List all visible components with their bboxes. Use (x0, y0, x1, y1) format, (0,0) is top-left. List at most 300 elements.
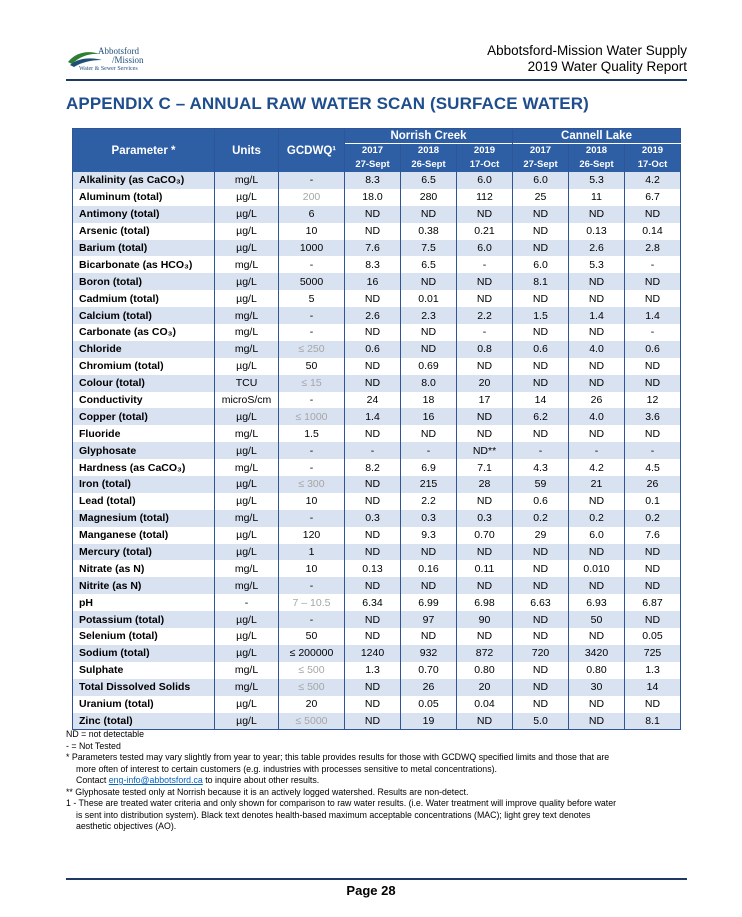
value-cell: ND (345, 290, 401, 307)
value-cell: 2.6 (569, 240, 625, 257)
value-cell: 7.6 (345, 240, 401, 257)
gcdwq-cell: 1 (279, 544, 345, 561)
header-year-1: 2018 (401, 144, 457, 159)
note-treated-line-1: 1 - These are treated water criteria and only shown for comparison to raw water results. (i.e. Water treatment will improve quality before water (66, 798, 617, 808)
value-cell: 8.3 (345, 256, 401, 273)
note-contact-post: to inquire about other results. (202, 775, 320, 785)
gcdwq-cell: - (279, 172, 345, 189)
units-cell: mg/L (215, 172, 279, 189)
parameter-cell: Iron (total) (73, 476, 215, 493)
parameter-cell: Magnesium (total) (73, 510, 215, 527)
page-number: Page 28 (346, 883, 396, 898)
value-cell: ND (457, 493, 513, 510)
parameter-cell: Uranium (total) (73, 696, 215, 713)
value-cell: ND (345, 324, 401, 341)
units-cell: µg/L (215, 240, 279, 257)
value-cell: 7.1 (457, 459, 513, 476)
header-gcdwq: GCDWQ¹ (279, 129, 345, 173)
value-cell: 2.3 (401, 307, 457, 324)
value-cell: 4.2 (569, 459, 625, 476)
value-cell: ND (569, 713, 625, 730)
value-cell: - (513, 442, 569, 459)
value-cell: 0.1 (625, 493, 681, 510)
table-row (73, 273, 681, 290)
value-cell: 4.0 (569, 341, 625, 358)
parameter-cell: Boron (total) (73, 273, 215, 290)
parameter-cell: Zinc (total) (73, 713, 215, 730)
parameter-cell: Barium (total) (73, 240, 215, 257)
units-cell: mg/L (215, 577, 279, 594)
value-cell: 18 (401, 392, 457, 409)
value-cell: ND (457, 408, 513, 425)
value-cell: ND (569, 628, 625, 645)
value-cell: ND (345, 425, 401, 442)
table-row (73, 696, 681, 713)
value-cell: ND (345, 544, 401, 561)
value-cell: ND (457, 273, 513, 290)
value-cell: 50 (569, 611, 625, 628)
units-cell: microS/cm (215, 392, 279, 409)
parameter-cell: Chromium (total) (73, 358, 215, 375)
value-cell: 0.13 (569, 223, 625, 240)
parameter-cell: Calcium (total) (73, 307, 215, 324)
gcdwq-cell: 50 (279, 628, 345, 645)
value-cell: ND (625, 611, 681, 628)
units-cell: µg/L (215, 223, 279, 240)
gcdwq-cell: 7 – 10.5 (279, 594, 345, 611)
value-cell: - (569, 442, 625, 459)
parameter-cell: Bicarbonate (as HCO₃) (73, 256, 215, 273)
value-cell: 2.2 (401, 493, 457, 510)
value-cell: ND (345, 206, 401, 223)
table-row (73, 392, 681, 409)
value-cell: - (457, 256, 513, 273)
value-cell: 1240 (345, 645, 401, 662)
value-cell: ND (401, 544, 457, 561)
value-cell: 24 (345, 392, 401, 409)
value-cell: 0.11 (457, 560, 513, 577)
value-cell: 9.3 (401, 527, 457, 544)
value-cell: 0.38 (401, 223, 457, 240)
table-row (73, 375, 681, 392)
parameter-cell: Aluminum (total) (73, 189, 215, 206)
header-parameter: Parameter * (73, 129, 215, 173)
gcdwq-cell: 10 (279, 223, 345, 240)
value-cell: 16 (345, 273, 401, 290)
value-cell: ND (345, 375, 401, 392)
gcdwq-cell: 5 (279, 290, 345, 307)
value-cell: 6.2 (513, 408, 569, 425)
parameter-cell: Total Dissolved Solids (73, 679, 215, 696)
table-row (73, 442, 681, 459)
value-cell: - (401, 442, 457, 459)
units-cell: µg/L (215, 290, 279, 307)
value-cell: 112 (457, 189, 513, 206)
value-cell: 0.05 (401, 696, 457, 713)
parameter-cell: Conductivity (73, 392, 215, 409)
value-cell: 19 (401, 713, 457, 730)
parameter-cell: Glyphosate (73, 442, 215, 459)
value-cell: 720 (513, 645, 569, 662)
raw-water-scan-table (72, 128, 681, 730)
note-contact (66, 775, 696, 787)
units-cell: mg/L (215, 679, 279, 696)
value-cell: 0.6 (513, 341, 569, 358)
parameter-cell: Manganese (total) (73, 527, 215, 544)
note-treated-line-2: is sent into distribution system). Black text denotes health-based maximum acceptable concentrations (MAC); light grey text denotes (76, 809, 591, 820)
value-cell: 8.0 (401, 375, 457, 392)
value-cell: ND (569, 206, 625, 223)
value-cell: 6.98 (457, 594, 513, 611)
table-row (73, 189, 681, 206)
gcdwq-cell: ≤ 500 (279, 662, 345, 679)
header-date-0: 27-Sept (345, 158, 401, 172)
parameter-cell: Antimony (total) (73, 206, 215, 223)
units-cell: µg/L (215, 645, 279, 662)
note-contact-pre: Contact (76, 775, 109, 785)
table-row (73, 290, 681, 307)
value-cell: 8.1 (513, 273, 569, 290)
page-title: APPENDIX C – ANNUAL RAW WATER SCAN (SURFACE WATER) (66, 94, 589, 113)
logo-line-2: /Mission (112, 55, 144, 65)
value-cell: ND (401, 206, 457, 223)
table-row (73, 341, 681, 358)
value-cell: ND (513, 425, 569, 442)
value-cell: 6.5 (401, 172, 457, 189)
value-cell: 6.87 (625, 594, 681, 611)
value-cell: ND (401, 577, 457, 594)
note-nd: ND = not detectable (66, 729, 144, 739)
table-row (73, 324, 681, 341)
table-row (73, 476, 681, 493)
value-cell: ND (401, 324, 457, 341)
value-cell: - (625, 256, 681, 273)
parameter-cell: Copper (total) (73, 408, 215, 425)
value-cell: ND** (457, 442, 513, 459)
value-cell: ND (569, 696, 625, 713)
value-cell: ND (569, 375, 625, 392)
value-cell: - (625, 324, 681, 341)
value-cell: ND (345, 223, 401, 240)
value-cell: ND (457, 577, 513, 594)
value-cell: 2.8 (625, 240, 681, 257)
units-cell: mg/L (215, 324, 279, 341)
value-cell: ND (625, 290, 681, 307)
table-row (73, 577, 681, 594)
value-cell: 6.93 (569, 594, 625, 611)
parameter-cell: Arsenic (total) (73, 223, 215, 240)
value-cell: 0.04 (457, 696, 513, 713)
value-cell: 0.01 (401, 290, 457, 307)
value-cell: 5.3 (569, 256, 625, 273)
parameter-cell: Alkalinity (as CaCO₃) (73, 172, 215, 189)
value-cell: 12 (625, 392, 681, 409)
value-cell: 6.0 (513, 172, 569, 189)
parameter-cell: Colour (total) (73, 375, 215, 392)
table-row (73, 662, 681, 679)
value-cell: ND (513, 696, 569, 713)
header-date-4: 26-Sept (569, 158, 625, 172)
value-cell: 872 (457, 645, 513, 662)
value-cell: 2.2 (457, 307, 513, 324)
value-cell: ND (457, 358, 513, 375)
header-year-3: 2017 (513, 144, 569, 159)
value-cell: ND (513, 611, 569, 628)
value-cell: 280 (401, 189, 457, 206)
value-cell: 4.2 (625, 172, 681, 189)
value-cell: 21 (569, 476, 625, 493)
gcdwq-cell: ≤ 500 (279, 679, 345, 696)
gcdwq-cell: 10 (279, 493, 345, 510)
value-cell: 725 (625, 645, 681, 662)
table-row (73, 459, 681, 476)
value-cell: ND (569, 273, 625, 290)
table-row (73, 206, 681, 223)
units-cell: µg/L (215, 442, 279, 459)
units-cell: µg/L (215, 544, 279, 561)
parameter-cell: pH (73, 594, 215, 611)
report-header (487, 43, 687, 75)
value-cell: 1.5 (513, 307, 569, 324)
value-cell: ND (345, 696, 401, 713)
header-date-3: 27-Sept (513, 158, 569, 172)
logo-line-1: Abbotsford (98, 46, 139, 56)
value-cell: ND (569, 544, 625, 561)
gcdwq-cell: 20 (279, 696, 345, 713)
table-row (73, 240, 681, 257)
units-cell: mg/L (215, 662, 279, 679)
parameter-cell: Chloride (73, 341, 215, 358)
table-row (73, 493, 681, 510)
value-cell: 215 (401, 476, 457, 493)
value-cell: ND (345, 577, 401, 594)
units-cell: mg/L (215, 307, 279, 324)
table-row (73, 544, 681, 561)
parameter-cell: Sulphate (73, 662, 215, 679)
gcdwq-cell: - (279, 256, 345, 273)
table-row (73, 172, 681, 189)
value-cell: 26 (569, 392, 625, 409)
value-cell: 4.5 (625, 459, 681, 476)
value-cell: 25 (513, 189, 569, 206)
value-cell: ND (513, 544, 569, 561)
gcdwq-cell: ≤ 1000 (279, 408, 345, 425)
gcdwq-cell: 1000 (279, 240, 345, 257)
table-row (73, 510, 681, 527)
value-cell: ND (513, 240, 569, 257)
parameter-cell: Cadmium (total) (73, 290, 215, 307)
value-cell: 0.70 (401, 662, 457, 679)
value-cell: ND (569, 358, 625, 375)
note-not-tested: - = Not Tested (66, 740, 121, 751)
value-cell: 932 (401, 645, 457, 662)
header-year-2: 2019 (457, 144, 513, 159)
value-cell: 0.69 (401, 358, 457, 375)
header-year-0: 2017 (345, 144, 401, 159)
value-cell: 0.21 (457, 223, 513, 240)
value-cell: ND (625, 560, 681, 577)
units-cell: mg/L (215, 459, 279, 476)
value-cell: ND (625, 358, 681, 375)
value-cell: 0.05 (625, 628, 681, 645)
table-row (73, 628, 681, 645)
gcdwq-cell: - (279, 307, 345, 324)
table-row (73, 223, 681, 240)
units-cell: µg/L (215, 358, 279, 375)
gcdwq-cell: ≤ 15 (279, 375, 345, 392)
table-row (73, 425, 681, 442)
header-date-5: 17-Oct (625, 158, 681, 172)
logo-line-3: Water & Sewer Services (79, 66, 138, 72)
header-date-2: 17-Oct (457, 158, 513, 172)
value-cell: ND (513, 560, 569, 577)
value-cell: 14 (625, 679, 681, 696)
units-cell: µg/L (215, 527, 279, 544)
value-cell: 14 (513, 392, 569, 409)
value-cell: 0.13 (345, 560, 401, 577)
value-cell: ND (345, 493, 401, 510)
value-cell: ND (457, 713, 513, 730)
units-cell: mg/L (215, 341, 279, 358)
value-cell: ND (457, 206, 513, 223)
value-cell: ND (345, 679, 401, 696)
value-cell: 0.3 (457, 510, 513, 527)
value-cell: 6.5 (401, 256, 457, 273)
value-cell: ND (625, 375, 681, 392)
parameter-cell: Fluoride (73, 425, 215, 442)
value-cell: ND (401, 273, 457, 290)
value-cell: 30 (569, 679, 625, 696)
header-year-5: 2019 (625, 144, 681, 159)
gcdwq-cell: 6 (279, 206, 345, 223)
value-cell: 6.99 (401, 594, 457, 611)
value-cell: ND (457, 628, 513, 645)
gcdwq-cell: - (279, 611, 345, 628)
value-cell: ND (345, 476, 401, 493)
value-cell: 20 (457, 679, 513, 696)
gcdwq-cell: - (279, 459, 345, 476)
value-cell: 0.70 (457, 527, 513, 544)
header-units: Units (215, 129, 279, 173)
gcdwq-cell: 50 (279, 358, 345, 375)
value-cell: ND (401, 341, 457, 358)
parameter-cell: Nitrate (as N) (73, 560, 215, 577)
value-cell: ND (345, 611, 401, 628)
gcdwq-cell: ≤ 250 (279, 341, 345, 358)
table-row (73, 594, 681, 611)
value-cell: 6.9 (401, 459, 457, 476)
value-cell: 6.7 (625, 189, 681, 206)
value-cell: ND (513, 358, 569, 375)
value-cell: ND (513, 223, 569, 240)
value-cell: 26 (401, 679, 457, 696)
gcdwq-cell: - (279, 324, 345, 341)
gcdwq-cell: 1.5 (279, 425, 345, 442)
table-row (73, 713, 681, 730)
value-cell: 29 (513, 527, 569, 544)
value-cell: 8.2 (345, 459, 401, 476)
footer-divider (66, 878, 687, 880)
header-norrish-creek: Norrish Creek (345, 129, 513, 144)
value-cell: 8.1 (625, 713, 681, 730)
header-cannell-lake: Cannell Lake (513, 129, 681, 144)
value-cell: 0.16 (401, 560, 457, 577)
units-cell: µg/L (215, 493, 279, 510)
value-cell: 0.3 (345, 510, 401, 527)
header-year-4: 2018 (569, 144, 625, 159)
parameter-cell: Mercury (total) (73, 544, 215, 561)
abbotsford-mission-logo (66, 46, 156, 76)
units-cell: µg/L (215, 628, 279, 645)
note-treated-line-3: aesthetic objectives (AO). (76, 821, 177, 831)
value-cell: 5.0 (513, 713, 569, 730)
value-cell: 0.6 (625, 341, 681, 358)
parameter-cell: Nitrite (as N) (73, 577, 215, 594)
value-cell: 0.6 (345, 341, 401, 358)
header-divider (66, 79, 687, 81)
table-row (73, 307, 681, 324)
value-cell: ND (625, 544, 681, 561)
gcdwq-cell: ≤ 300 (279, 476, 345, 493)
units-cell: µg/L (215, 189, 279, 206)
value-cell: 7.5 (401, 240, 457, 257)
value-cell: ND (513, 679, 569, 696)
units-cell: µg/L (215, 273, 279, 290)
value-cell: ND (569, 425, 625, 442)
value-cell: ND (625, 273, 681, 290)
value-cell: ND (513, 628, 569, 645)
value-cell: ND (513, 577, 569, 594)
gcdwq-cell: 120 (279, 527, 345, 544)
value-cell: ND (625, 206, 681, 223)
gcdwq-cell: - (279, 510, 345, 527)
value-cell: ND (513, 324, 569, 341)
value-cell: 26 (625, 476, 681, 493)
table-row (73, 358, 681, 375)
report-header-line-1: Abbotsford-Mission Water Supply (487, 43, 687, 58)
value-cell: 1.3 (625, 662, 681, 679)
value-cell: 0.010 (569, 560, 625, 577)
value-cell: 28 (457, 476, 513, 493)
value-cell: ND (345, 713, 401, 730)
table-row (73, 560, 681, 577)
value-cell: 4.3 (513, 459, 569, 476)
value-cell: ND (513, 206, 569, 223)
value-cell: 6.0 (457, 240, 513, 257)
value-cell: 1.4 (569, 307, 625, 324)
parameter-cell: Potassium (total) (73, 611, 215, 628)
table-notes (66, 729, 696, 833)
value-cell: ND (345, 358, 401, 375)
value-cell: ND (569, 324, 625, 341)
units-cell: mg/L (215, 510, 279, 527)
value-cell: 0.2 (513, 510, 569, 527)
value-cell: 11 (569, 189, 625, 206)
value-cell: 90 (457, 611, 513, 628)
units-cell: - (215, 594, 279, 611)
value-cell: 16 (401, 408, 457, 425)
contact-email-link[interactable]: eng-info@abbotsford.ca (108, 775, 203, 785)
gcdwq-cell: 10 (279, 560, 345, 577)
value-cell: ND (513, 290, 569, 307)
value-cell: 18.0 (345, 189, 401, 206)
value-cell: 6.0 (457, 172, 513, 189)
units-cell: µg/L (215, 713, 279, 730)
value-cell: 4.0 (569, 408, 625, 425)
parameter-cell: Lead (total) (73, 493, 215, 510)
value-cell: 5.3 (569, 172, 625, 189)
value-cell: 1.3 (345, 662, 401, 679)
